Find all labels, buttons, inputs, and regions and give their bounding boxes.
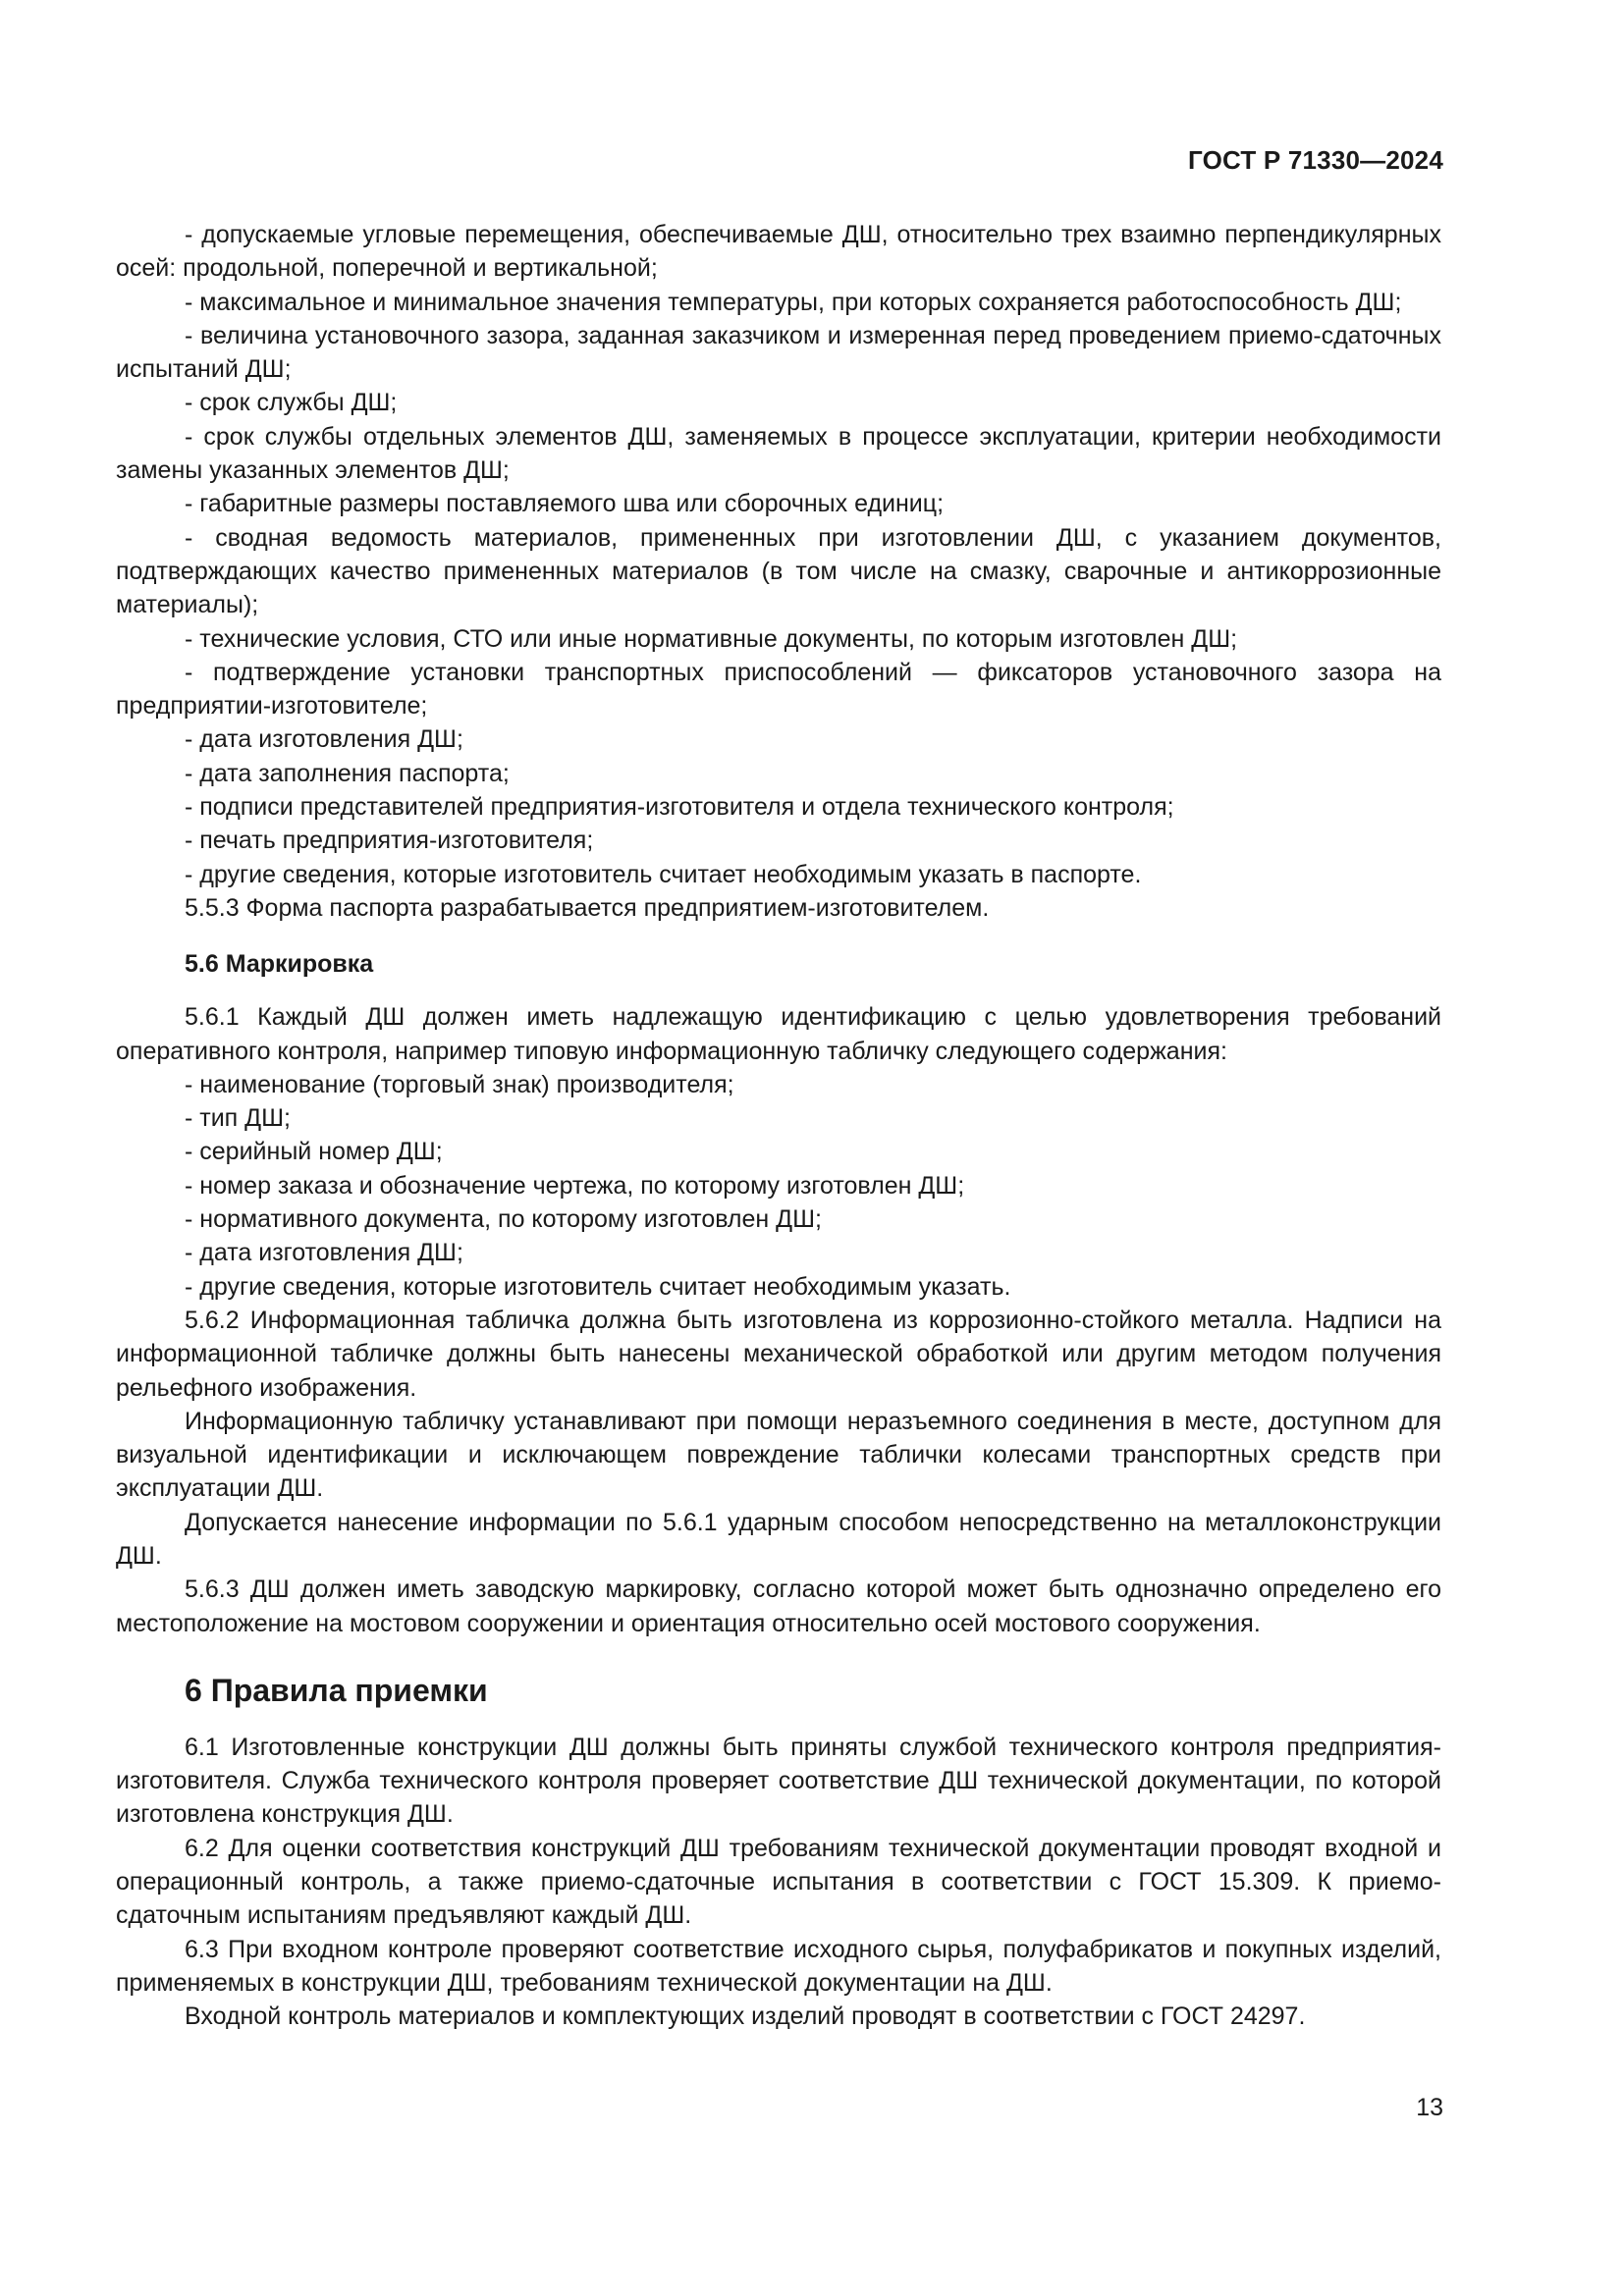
list-item: - подписи представителей предприятия-изготовителя и отдела технического контроля;	[185, 793, 1174, 822]
document-body	[116, 218, 1441, 2034]
paragraph-5-5-3: 5.5.3 Форма паспорта разрабатывается предприятием-изготовителем.	[185, 893, 990, 922]
paragraph-5-6-2: 5.6.2 Информационная табличка должна быть изготовлена из коррозионно-стойкого металла. Надписи на информационной табличке должны быть нанесены механической обработкой или другим методом получения рельефного изображения.	[116, 1306, 1441, 1402]
paragraph-plate-installation: Информационную табличку устанавливают при помощи неразъемного соединения в месте, доступном для визуальной идентификации и исключающем повреждение таблички колесами транспортных средств при эксплуатации ДШ.	[116, 1407, 1441, 1503]
list-item: - наименование (торговый знак) производителя;	[185, 1070, 734, 1098]
list-item: - срок службы ДШ;	[185, 389, 398, 417]
list-item: - нормативного документа, по которому изготовлен ДШ;	[185, 1205, 822, 1234]
list-item: - срок службы отдельных элементов ДШ, заменяемых в процессе эксплуатации, критерии необходимости замены указанных элементов ДШ;	[116, 422, 1441, 485]
paragraph-impact-marking: Допускается нанесение информации по 5.6.1 ударным способом непосредственно на металлоконструкции ДШ.	[116, 1508, 1441, 1570]
list-item: - подтверждение установки транспортных приспособлений — фиксаторов установочного зазора на предприятии-изготовителе;	[116, 658, 1441, 721]
list-item: - габаритные размеры поставляемого шва или сборочных единиц;	[185, 490, 945, 518]
list-item: - другие сведения, которые изготовитель считает необходимым указать в паспорте.	[185, 860, 1142, 888]
list-item: - величина установочного зазора, заданная заказчиком и измеренная перед проведением приемо-сдаточных испытаний ДШ;	[116, 321, 1441, 384]
paragraph-6-1: 6.1 Изготовленные конструкции ДШ должны быть приняты службой технического контроля предприятия-изготовителя. Служба технического контроля проверяет соответствие ДШ технической документации, по которой изготовлена конструкция ДШ.	[116, 1733, 1441, 1829]
paragraph-6-2: 6.2 Для оценки соответствия конструкций ДШ требованиям технической документации проводят входной и операционный контроль, а также приемо-сдаточные испытания в соответствии с ГОСТ 15.309. К приемо-сдаточным испытаниям предъявляют каждый ДШ.	[116, 1834, 1441, 1930]
section-heading-6: 6 Правила приемки	[185, 1672, 488, 1708]
list-item: - допускаемые угловые перемещения, обеспечиваемые ДШ, относительно трех взаимно перпендикулярных осей: продольной, поперечной и вертикальной;	[116, 221, 1441, 283]
list-item: - дата изготовления ДШ;	[185, 725, 463, 754]
list-item: - печать предприятия-изготовителя;	[185, 827, 594, 855]
list-item: - серийный номер ДШ;	[185, 1138, 443, 1166]
section-heading-5-6: 5.6 Маркировка	[185, 950, 374, 979]
list-item: - номер заказа и обозначение чертежа, по которому изготовлен ДШ;	[185, 1171, 965, 1200]
paragraph-5-6-3: 5.6.3 ДШ должен иметь заводскую маркировку, согласно которой может быть однозначно определено его местоположение на мостовом сооружении и ориентация относительно осей мостового сооружения.	[116, 1575, 1441, 1637]
document-header-standard-number: ГОСТ Р 71330—2024	[1188, 145, 1443, 175]
page-number: 13	[1416, 2094, 1443, 2121]
list-item: - дата заполнения паспорта;	[185, 759, 510, 787]
list-item: - сводная ведомость материалов, примененных при изготовлении ДШ, с указанием документов, подтверждающих качество примененных материалов (в том числе на смазку, сварочные и антикоррозионные материалы);	[116, 523, 1441, 619]
list-item: - дата изготовления ДШ;	[185, 1239, 463, 1267]
list-item: - другие сведения, которые изготовитель считает необходимым указать.	[185, 1272, 1011, 1301]
list-item: - технические условия, СТО или иные нормативные документы, по которым изготовлен ДШ;	[185, 624, 1238, 653]
list-item: - тип ДШ;	[185, 1104, 291, 1133]
paragraph-5-6-1: 5.6.1 Каждый ДШ должен иметь надлежащую идентификацию с целью удовлетворения требований оперативного контроля, например типовую информационную табличку следующего содержания:	[116, 1003, 1441, 1065]
list-item: - максимальное и минимальное значения температуры, при которых сохраняется работоспособность ДШ;	[185, 288, 1402, 316]
paragraph-input-control: Входной контроль материалов и комплектующих изделий проводят в соответствии с ГОСТ 24297.	[185, 2002, 1306, 2031]
paragraph-6-3: 6.3 При входном контроле проверяют соответствие исходного сырья, полуфабрикатов и покупных изделий, применяемых в конструкции ДШ, требованиям технической документации на ДШ.	[116, 1935, 1441, 1997]
